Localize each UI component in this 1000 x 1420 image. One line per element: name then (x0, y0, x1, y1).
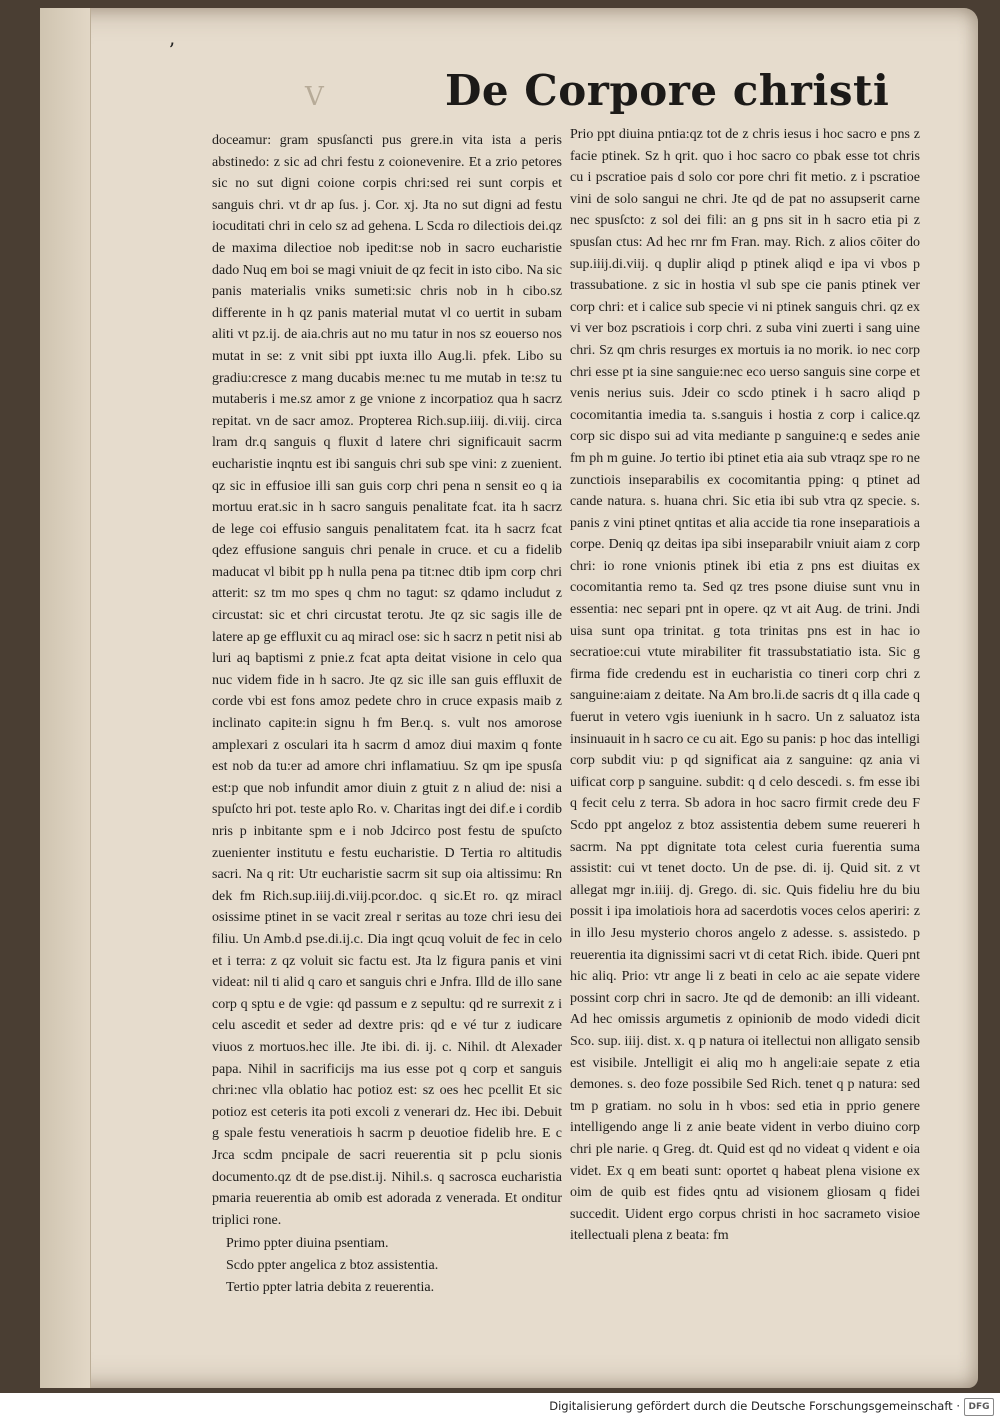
reason-item-first: Primo ppter diuina psentiam. (226, 1236, 389, 1252)
reason-item-second: Scdo ppter angelica z btoz assistentia. (226, 1258, 439, 1274)
page-gutter (40, 8, 91, 1388)
reason-item-third: Tertio ppter latria debita z reuerentia. (226, 1280, 435, 1296)
faint-letter-mark: V (305, 82, 324, 112)
dfg-credit-text: Digitalisierung gefördert durch die Deutsche Forschungsgemeinschaft · (549, 1399, 960, 1413)
left-text-column (212, 130, 562, 1299)
reasons-list (212, 1233, 562, 1299)
running-heading: De Corpore christi (445, 66, 890, 115)
dfg-logo: DFG (964, 1398, 994, 1416)
right-column-paragraph: Prio ppt diuina pntia:qz tot de z chris iesus i hoc sacro e pns z facie ptinek. Sz h qrit. quo i hoc sacro co pbak esse tot chris cu i pscratioe pais d solo cor pore chri fit metio. z i pscratioe vini de solo sangui ne chri. Jte qd de pat no assupserit carne nec spusſcto: z sol dei fili: an g pns sit in h sacro etia pi z spusſan ctus: Ad hec rnr fm Fran. may. Rich. z alios cōiter do sup.iiij.di.viij. q duplir aliqd p ptinek aliqd e ipa vi vbos p trassubatione. z sic in hostia vl sub spe cie panis ptinek ver corp chri: et i calice sub specie vi ni ptinek sanguis chri. qz ex vi ver boz pscratiois i corp chri. z suba vini zuerti i sang uine chri. Sz qm chris resurges ex mortuis ia no morik. io nec corp chri esse pt ia sine sanguie:nec eco uerso sanguis sine corpe et venis nerius suis. Jdeir co scdo ptinek i h sacro aliqd p cocomitantia imedia ta. s.sanguis i hostia z corp i calice.qz corp sic dispo sui ad vita mediante p sanguine:q e sedes anie fm ph m guine. Jo tertio ibi ptinet etia aia sub vtraqz spe ro ne zunctiois inseparabilis ex cocomitantia pping: q ptinet ad cande natura. s. huana chri. Sic etia ibi sub vtra qz specie. s. panis z vini ptinet qntitas et alia accide tia rone inseparatiois a corpe. Deniq qz deitas ipa sibi inseparabilr vniuit aiam z corp chri: io rone vnionis ptinek ibi etia z pns est diuitas ex cocomitantia remo ta. Sed qz tres psone diuise sunt vnu in essentia: nec separi pnt in opere. qz vt ait Aug. de trini. Jndi uisa sunt opa trinitat. g tota trinitas pns est in hac io secratioe:cui vtute mirabiliter fit trassubstatiatio ista. Sic g firma fide credendu est in eucharistia co tineri corp chri z sanguine:aiam z deitate. Na Am bro.li.de sacris dt q illa cade q fuerut in vetero vgis iueniunk in h sacro. Un z saluatoz ista insinuauit in h sacro ce cu ait. Ego su panis: p hoc das intelligi corp subdit viu: p qd significat aia z sanguine: qz ania vi uificat corp p sanguine. subdit: q d celo descedi. s. fm esse ibi q fecit celu z terra. Sb adora in hoc sacro firmit crede deu F Scdo ppt angeloz z btoz assistentia debem sume reuereri h sacrm. Na ppt dignitate tota celest curia fuerentia suma assistit: cui vt tenet docto. Un de pse. di. ij. Quid sit. z vt allegat mgr in.iiij. dj. Grego. di. sic. Quis fideliu hre du biu possit i ipa imolatiois hora ad sacerdotis voces celos aperiri: z in illo Jesu mysterio choros angelo z adesse. s. assistedo. p reuerentia ita dignissimi sacri vt di cetat Rich. ibide. Queri pnt hic aliq. Prio: vtr ange li z beati in celo ac aie sepate videre possint corp chri in sacro. Jte qd de demonib: an illi videant. Ad hec omissis argumetis z opinionib de modo videdi dicit Sco. sup. iiij. dist. x. q p natura oi itellectui non alligato sensib est visibile. Jntelligit ei aliq mo h angeli:aie sepate z etia demones. s. deo foze possibile Sed Rich. tenet q p natura: sed tm p gratiam. no solu in h vbos: sed etia in pprio genere intelligendo ange li z anie beate vident in verbo diuino corp chri ple narie. q Greg. dt. Quid est qd no videat q vident e oia videt. Ex q em beati sunt: oportet q habeat plena visione ex oim de quib est fides qntu ad visionem gliosam q fidei succedit. Uident ergo corpus christi in hoc sacrameto visioe itellectuali plena z beata: fm (570, 127, 920, 1244)
digitization-footer (0, 1393, 1000, 1420)
folio-mark: ʼ (168, 38, 175, 62)
left-column-paragraph: doceamur: gram spusſancti pus grere.in vita ista a peris abstinedo: z sic ad chri festu z coionevenire. Et a zrio petores sic no sut digni coione corpis chri:sed rei sunt corpis et sanguis chri. vt dr ap ſus. j. Cor. xj. Jta no sut digni ad festu iocuditati chri in celo sz ad gehena. L Scda ro dilectiois dei.qz de maxima dilectioe nob ipedit:se nob in sacro eucharistie dado Nuq em boi se magi vniuit de qz fecit in isto cibo. Na sic panis materialis vniks sumeti:sic chris nob in h cibo.sz differente in h qz panis material mutat vl co uertit in subam aliti vt pz.ij. de aia.chris aut no mu tatur in nos sz eouerso nos mutat in se: z vnit sibi ppt iuxta illo Aug.li. pfek. Libo su gradiu:cresce z mang ducabis me:nec tu me mutab in te:sz tu mutaberis i me.sz amor z ge vnione z incorpatioz qua h sacrz repitat. vn de sacr amoz. Propterea Rich.sup.iiij. di.viij. circa lram dr.q sanguis q fluxit d latere chri significauit sacrm eucharistie inqntu est ibi sanguis chri sub spe vini: z zuenient. qz sic in effusioe illi san guis corp chri pena n sensit eo q ia mortuu erat.sic in h sacro sanguis penalitate fcat. ita h sacrz de lege coi effusio sanguis penalitatem fcat. ita h sacrz fcat qdez effusione sanguis chri penale in cruce. et cu a fidelib maducat vl bibit pp h nulla pena pa tit:nec dtib ipm corp chri atterit: sz tm mo spes q chm no tagut: sz qdamo includut z circustat: sic et chri circustat terotu. Jte qz sic sagis ille de latere ap ge effluxit cu aq miracl ose: sic h sacrz n petit nisi ab luri aq baptismi z pnie.z fcat apta deitat visione in celo qua nuc videm fide in h sacro. Jte qz sic ille san guis effluxit de corde vbi est fons amoz pedete chro in cruce expasis maib z inclinato capite:in signu h fm Ber.q. s. vult nos amorose amplexari z osculari ita h sacrm d amoz diui maxim q fonte est nob da tu:er ad amore chri inflamatiuu. Sz qm ipe spusſa est:p que nob infundit amor diuin z gtuit z n aliud de: nisi a spuſcto hri pot. teste aplo Ro. v. Charitas ingt dei dif.e i cordib nris p inbitante spm e i nob Jdcirco post festu de spuſcto zuenienter institutu e festu eucharistie. D Tertia ro altitudis sacri. Na q rit: Utr eucharistie sacrm sit sup oia altissimu: Rn dek fm Rich.sup.iiij.di.viij.pcor.doc. q sic.Et ro. qz miracl osissime ptinet in se vacit zreal r seritas au toze chri iesu dei filiu. Un Amb.d pse.di.ij.c. Dia ingt qcuq voluit de fec in celo et i terra: z qz voluit sic factu est. Jta lz figura panis et vini videat: nil ti alid q caro et sanguis chri e Jnfra. Illd de illo sane corp q sptu e de vgie: qd passum e z sepultu: qd re surrexit z i celu ascedit et seder ad dextre pris: qd e vé tur z iudicare viuos z mortuos.hec ille. Jte ibi. di. ij. c. Nihil. dt Alexader papa. Nihil in sacrificijs ma ius esse pot q corp et sanguis chri:nec vlla oblatio hac potioz est: sz oes hec pcellit Et sic potioz est ceteris ita poti excoli z venerari dz. Hec ibi. Debuit g spale festu veneratiois h sacrm p deuotioe fidelib hre. E c Jrca scdm pncipale de sacri reuerentia sit p pclu sionis documento.qz dt de pse.dist.ij. Nihil.s. q sacrosca eucharistia pmaria reuerentia ab omib est adorada z venerada. Et onditur triplici rone. (212, 133, 562, 1228)
right-text-column (570, 124, 920, 1247)
